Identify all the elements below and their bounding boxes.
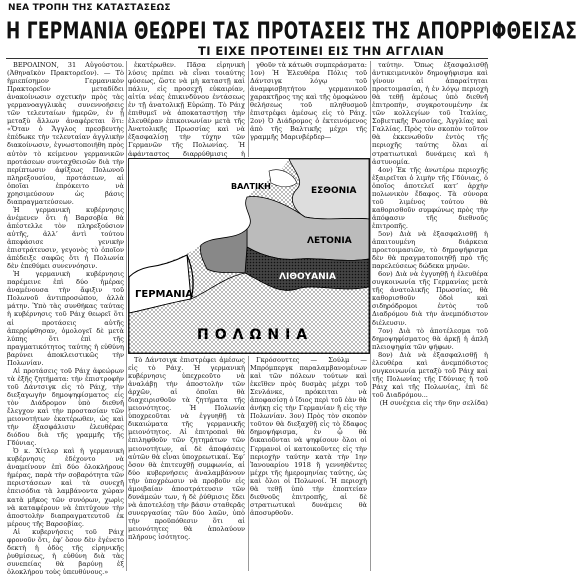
article-column-4 bbox=[372, 61, 488, 572]
label-germany: ΓΕΡΜΑΝΙΑ bbox=[135, 289, 194, 300]
continuation-note: (Η συνέχεια εἰς τὴν 6ην σελίδα) bbox=[379, 398, 488, 407]
article-column-2-bottom bbox=[128, 356, 245, 572]
label-estonia: ΕΣΘΟΝΙΑ bbox=[311, 186, 357, 196]
paragraph: Αἱ προτάσεις τοῦ Ράιχ ἀφεώρων τὰ ἑξῆς ζητήματα: τὴν ἐπιστροφὴν τοῦ Δάντσιγκ εἰς τὸ Ράιχ, τὴν διεξαγωγὴν δημοψηφίσματος εἰς τὸν Διάδρομον ὑπὸ διεθνῆ ἔλεγχον καὶ τὴν προστασίαν τῶν μειονοτήτων ἑκατέρωθεν, ὡς καὶ τὴν ἐξασφάλισιν ἐλευθέρας διόδου διὰ τῆς γραμμῆς τῆς Γδύνιας. bbox=[7, 366, 124, 448]
paragraph: Τὸ Δάντσιγκ ἐπιστρέφει ἀμέσως εἰς τὸ Ράιχ. Ἡ γερμανικὴ κυβέρνησις ὑπεχρεοῦτο νὰ ἀναλάβῃ τὴν ἀποστολὴν τῶν ἀρχῶν, αἱ ὁποῖαι θὰ διαχειρισθοῦν τὰ ζητήματα τῆς μειονότητος. Ἡ Πολωνία ὑποχρεοῦται νὰ ἐγγυηθῇ τὰ δικαιώματα τῆς γερμανικῆς μειονότητος. Αἱ ἐπιτροπαὶ θὰ ἐπιληφθοῦν τῶν ζητημάτων τῶν μειονοτήτων, αἱ δὲ ἀποφάσεις αὐτῶν θὰ εἶναι ὑποχρεωτικαί. Ἐφ’ ὅσον θὰ ἐπιτευχθῇ συμφωνία, αἱ δύο κυβερνήσεις ἀναλαμβάνουν τὴν ὑποχρέωσιν νὰ προβοῦν εἰς ἀμοιβαίαν ἀποστράτευσιν τῶν δυνάμεών των, ἡ δὲ ῥύθμισις ἔδει νὰ ἀποτελέσῃ τὴν βάσιν σταθερᾶς συνεργασίας τῶν δύο λαῶν, ὑπὸ τὴν προϋπόθεσιν ὅτι αἱ μειονότητες θὰ ἀπολαύουν πλήρους ἰσότητος. bbox=[128, 356, 245, 542]
article-column-3-bottom bbox=[250, 356, 367, 572]
label-lithuania: ΛΙΘΟΥΑΝΙΑ bbox=[279, 272, 336, 282]
paragraph: Ἡ γερμανικὴ κυβέρνησις παρέμεινε ἐπὶ δύο ἡμέρας ἀναμένουσα τὴν ἄφιξιν τοῦ Πολωνοῦ ἀντιπροσώπου, ἀλλὰ μάτην. Ὑπὸ τὰς συνθήκας ταύτας ἡ κυβέρνησις τοῦ Ράιχ θεωρεῖ ὅτι αἱ προτάσεις αὐτῆς ἀπερρίφθησαν, ὁμολογεῖ δὲ μετὰ λύπης ὅτι ἐπὶ τῆς πραγματικότητος ταύτης ἡ εὐθύνη βαρύνει ἀποκλειστικῶς τὴν Πολωνίαν. bbox=[7, 270, 124, 367]
paragraph: Γκρόσουττες — Σούλμ — Μπρόμπεργκ παραλαμβανομένων καὶ τῶν πόλεων τούτων καὶ ἐκεῖθεν πρὸς δυσμὰς μέχρι τοῦ Σενλάνκε, πρόκειται νὰ ἀποφασίσῃ ὁ ἴδιος περὶ τοῦ ἐὰν θὰ ἀνήκῃ εἰς τὴν Γερμανίαν ἢ εἰς τὴν Πολωνίαν. 3ον) Πρὸς τὸν σκοπὸν τοῦτον θὰ διεξαχθῇ εἰς τὸ ἔδαφος δημοψήφισμα, ἐν ᾧ θὰ δικαιοῦνται νὰ ψηφίσουν ὅλοι οἱ Γερμανοὶ οἱ κατοικοῦντες εἰς τὴν περιοχὴν ταύτην κατὰ τὴν 1ην Ἰανουαρίου 1918 ἢ γεννηθέντες μέχρι τῆς ἡμερομηνίας ταύτης, ὡς καὶ ὅλοι οἱ Πολωνοί. Ἡ περιοχὴ θὰ τεθῇ ὑπὸ τὴν ἐποπτείαν διεθνοῦς ἐπιτροπῆς, αἱ δὲ στρατιωτικαὶ δυνάμεις θὰ ἀποσυρθοῦν. bbox=[250, 356, 367, 517]
section-kicker: ΝΕΑ ΤΡΟΠΗ ΤΗΣ ΚΑΤΑΣΤΑΣΕΩΣ bbox=[8, 3, 171, 13]
paragraph: Ὁ κ. Χίτλερ καὶ ἡ γερμανικὴ κυβέρνησις ἐδέχοντο νὰ ἀναμείνουν ἐπὶ δύο ὁλοκλήρους ἡμέρας, παρὰ τὴν σοβαρότητα τῶν περιστάσεων καὶ τὰ συνεχῆ ἐπεισόδια τὰ λαμβάνοντα χώραν κατὰ μῆκος τῶν συνόρων, χωρὶς νὰ καταφέρουν νὰ ἐπιτύχουν τὴν ἀποστολὴν διαπραγματευτοῦ ἐκ μέρους τῆς Βαρσοβίας. bbox=[7, 447, 124, 528]
article-column-2-top bbox=[128, 61, 245, 158]
paragraph: 7ον) Διὰ τὸ ἀποτέλεσμα τοῦ δημοψηφίσματος θὰ ἀρκῇ ἡ ἁπλῆ πλειοψηφία τῶν ψήφων. bbox=[372, 326, 488, 351]
map-svg bbox=[129, 159, 369, 353]
column-separator bbox=[126, 61, 127, 571]
column-separator bbox=[248, 356, 249, 571]
label-baltic: ΒΑΛΤΙΚΗ bbox=[231, 182, 271, 191]
header-rule bbox=[6, 58, 488, 59]
paragraph: ΒΕΡΟΛΙΝΟΝ, 31 Αὐγούστου. (Ἀθηναϊκὸν Πρακτορεῖον). — Τὸ ἡμιεπίσημον Γερμανικὸν Πρακτορεῖον μεταδίδει ἀνακοίνωσιν σχετικὴν πρὸς τὰς γερμανοαγγλικὰς συνεννοήσεις τῶν τελευταίων ἡμερῶν, ἐν ᾗ μεταξὺ ἄλλων ἀναφέρεται ὅτι: «Ὅταν ὁ Ἄγγλος πρεσβευτὴς ἐπέδωκε τὴν τελευταίαν ἀγγλικὴν διακοίνωσιν, ἐγνωστοποιήθη πρὸς αὐτὸν τὸ κείμενον γερμανικῶν προτάσεων συνταχθεισῶν διὰ τὴν περίπτωσιν ἀφίξεως Πολωνοῦ πληρεξουσίου, προτάσεων, αἱ ὁποῖαι ἐπρόκειτο νὰ χρησιμεύσουν ὡς βάσις διαπραγματεύσεων. bbox=[7, 61, 124, 206]
paragraph: Αἱ κυβερνήσεις τοῦ Ράιχ φρονοῦν ὅτι, ἐφ’ ὅσον δὲν ἐγένετο δεκτὴ ἡ ὁδὸς τῆς εἰρηνικῆς ῥυθμίσεως, ἡ εὐθύνη διὰ τὰς συνεπείας θὰ βαρύνῃ ἐξ ὁλοκλήρου τοὺς ὑπευθύνους.» bbox=[7, 527, 124, 576]
label-poland: ΠΟΛΩΝΙΑ bbox=[197, 327, 314, 343]
paragraph: 4ον) Ἐκ τῆς ἀνωτέρω περιοχῆς ἐξαιρεῖται ὁ λιμὴν τῆς Γδύνιας, ὁ ὁποῖος ἀποτελεῖ κατ’ ἀρχὴν πολωνικὸν ἔδαφος. Τὰ σύνορα τοῦ λιμένος τούτου θὰ καθορισθοῦν συμφώνως πρὸς τὴν ἀπόφασιν τῆς διεθνοῦς ἐπιτροπῆς. bbox=[372, 165, 488, 230]
column-separator bbox=[248, 61, 249, 157]
paragraph: 5ον) Διὰ νὰ ἐξασφαλισθῇ ἡ ἀπαιτουμένη διάρκεια προετοιμασιῶν, τὸ δημοψήφισμα δὲν θὰ πραγματοποιηθῇ πρὸ τῆς παρελεύσεως δώδεκα μηνῶν. bbox=[372, 229, 488, 271]
paragraph: Ἡ γερμανικὴ κυβέρνησις ἀνέμενεν ὅτι ἡ Βαρσοβία θὰ ἀπέστελλε τὸν πληρεξούσιον αὐτῆς, ἀλλ’ ἀντὶ τούτου ἀπεφάσισε γενικὴν ἐπιστράτευσιν, γεγονὸς τὸ ὁποῖον ἀπέδειξε σαφῶς ὅτι ἡ Πολωνία δὲν ἐπεθύμει συνεννόησιν. bbox=[7, 205, 124, 271]
paragraph: ταύτην. Ὅπως ἐξασφαλισθῇ ἀντικειμενικὸν δημοψήφισμα καὶ γίνουν αἱ ἀπαραίτηται προετοιμασίαι, ἡ ἐν λόγῳ περιοχὴ θὰ τεθῇ ἀμέσως ὑπὸ διεθνῆ ἐπιτροπὴν, συγκροτουμένην ἐκ τῶν κολλεγίων τοῦ Ἰταλίας, Σοβιετικῆς Ρωσσίας, Ἀγγλίας καὶ Γαλλίας. Πρὸς τὸν σκοπὸν τοῦτον θὰ ἐκκενωθοῦν ἐντὸς τῆς περιοχῆς ταύτης ὅλαι αἱ στρατιωτικαὶ δυνάμεις καὶ ἡ ἀστυνομία. bbox=[372, 61, 488, 166]
paragraph: 6ον) Διὰ νὰ ἐγγυηθῇ ἡ ἐλευθέρα συγκοινωνία τῆς Γερμανίας μετὰ τῆς ἀνατολικῆς Πρωσσίας, θὰ καθορισθοῦν ὁδοὶ καὶ σιδηρόδρομοι ἐντὸς τοῦ Διαδρόμου διὰ τὴν ἀνεμπόδιστον διέλευσιν. bbox=[372, 270, 488, 327]
map-figure bbox=[128, 158, 370, 354]
article-column-3-top bbox=[250, 61, 367, 155]
subheadline: ΤΙ ΕΙΧΕ ΠΡΟΤΕΙΝΕΙ ΕΙΣ ΤΗΝ ΑΓΓΛΙΑΝ bbox=[198, 44, 445, 58]
paragraph: γθοῦν τὰ κάτωθι συμπεράσματα: 1ον) Ἡ Ἐλευθέρα Πόλις τοῦ Δάντσιγκ λόγῳ τοῦ ἀναμφισβητήτου γερμανικοῦ χαρακτῆρος της καὶ τῆς ὁμοφώνου θελήσεως τοῦ πληθυσμοῦ ἐπιστρέφει ἀμέσως εἰς τὸ Ράιχ. 2ον) Ὁ Διάδρομος ὁ ἐκτεινόμενος ἀπὸ τῆς Βαλτικῆς μέχρι τῆς γραμμῆς Μαρινβέρδερ— bbox=[250, 61, 367, 142]
column-separator bbox=[370, 61, 371, 571]
article-column-1 bbox=[7, 61, 124, 576]
paragraph: 8ον) Διὰ νὰ ἐξασφαλισθῇ ἡ ἐλευθέρα καὶ ἀνεμπόδιστος συγκοινωνία μεταξὺ τοῦ Ράιχ καὶ τῆς Πολωνίας τῆς Γδύνιας ἢ τοῦ Ράιχ καὶ τῆς Πολωνίας, ἐπὶ δὲ τοῦ Διαδρόμου... bbox=[372, 350, 488, 399]
label-latvia: ΛΕΤΟΝΙΑ bbox=[307, 236, 352, 246]
paragraph: ἑκατέρωθεν. Πᾶσα εἰρηνικὴ λύσις πρέπει νὰ εἶναι τοιαύτης φύσεως, ὥστε νὰ μὴ καταστῇ καὶ πάλιν, εἰς προσεχῆ εὐκαιρίαν, αἰτία νέας ἐπικινδύνου ἐντάσεως ἐν τῇ ἀνατολικῇ Εὐρώπῃ. Τὸ Ράιχ ἐπιθυμεῖ νὰ ἀποκαταστήσῃ τὴν ἐλευθέραν ἐπικοινωνίαν μετὰ τῆς Ἀνατολικῆς Πρωσσίας καὶ νὰ ἐξασφαλίσῃ τὴν τύχην τῶν Γερμανῶν τῆς Πολωνίας. Ἡ ἀφάνταστος διαρρύθμισις ἡ bbox=[128, 61, 245, 158]
headline: Η ΓΕΡΜΑΝΙΑ ΘΕΩΡΕΙ ΤΑΣ ΠΡΟΤΑΣΕΙΣ ΤΗΣ ΑΠΟΡΡΙΦΘΕΙΣΑΣ bbox=[6, 18, 577, 45]
